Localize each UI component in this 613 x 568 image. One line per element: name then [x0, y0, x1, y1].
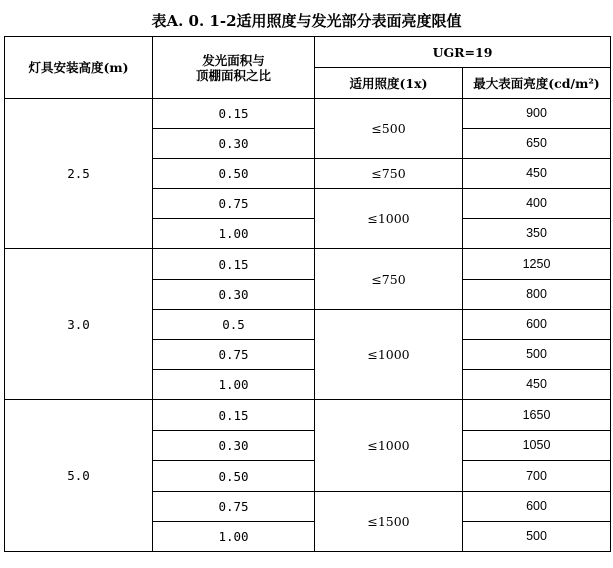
installation-height-cell: 3.0 [5, 249, 153, 400]
luminance-cell: 600 [463, 492, 611, 522]
area-ratio-cell: 0.30 [153, 280, 315, 310]
illuminance-cell: ≤750 [315, 249, 463, 310]
installation-height-cell: 5.0 [5, 400, 153, 552]
table-row [5, 400, 611, 431]
luminance-cell: 600 [463, 310, 611, 340]
illuminance-cell: ≤1500 [315, 492, 463, 552]
installation-height-cell: 2.5 [5, 99, 153, 249]
luminance-cell: 700 [463, 461, 611, 492]
illuminance-cell: ≤500 [315, 99, 463, 159]
table-row [5, 249, 611, 280]
header-luminance: 最大表面亮度(cd/m²) [463, 68, 611, 99]
area-ratio-cell: 0.50 [153, 159, 315, 189]
illuminance-luminance-table [4, 36, 611, 552]
area-ratio-cell: 0.30 [153, 129, 315, 159]
header-area-ratio-line1: 发光面积与 [202, 52, 265, 68]
illuminance-cell: ≤1000 [315, 400, 463, 492]
luminance-cell: 650 [463, 129, 611, 159]
area-ratio-cell: 0.15 [153, 249, 315, 280]
area-ratio-cell: 1.00 [153, 370, 315, 400]
header-illuminance: 适用照度(1x) [315, 68, 463, 99]
header-area-ratio [153, 37, 315, 99]
luminance-cell: 450 [463, 370, 611, 400]
luminance-cell: 800 [463, 280, 611, 310]
luminance-cell: 1250 [463, 249, 611, 280]
area-ratio-cell: 1.00 [153, 219, 315, 249]
illuminance-cell: ≤1000 [315, 189, 463, 249]
area-ratio-cell: 0.75 [153, 189, 315, 219]
area-ratio-cell: 0.75 [153, 492, 315, 522]
table-title: 表A. 0. 1-2适用照度与发光部分表面亮度限值 [151, 12, 462, 30]
area-ratio-cell: 1.00 [153, 522, 315, 552]
luminance-cell: 900 [463, 99, 611, 129]
area-ratio-cell: 0.15 [153, 400, 315, 431]
area-ratio-cell: 0.50 [153, 461, 315, 492]
luminance-cell: 1050 [463, 431, 611, 461]
luminance-cell: 400 [463, 189, 611, 219]
luminance-cell: 500 [463, 522, 611, 552]
illuminance-cell: ≤1000 [315, 310, 463, 400]
table-row [5, 99, 611, 129]
luminance-cell: 500 [463, 340, 611, 370]
luminance-cell: 350 [463, 219, 611, 249]
header-area-ratio-line2: 顶棚面积之比 [195, 67, 271, 83]
illuminance-cell: ≤750 [315, 159, 463, 189]
luminance-cell: 1650 [463, 400, 611, 431]
header-installation-height: 灯具安装高度(m) [5, 37, 153, 99]
area-ratio-cell: 0.30 [153, 431, 315, 461]
area-ratio-cell: 0.15 [153, 99, 315, 129]
area-ratio-cell: 0.75 [153, 340, 315, 370]
area-ratio-cell: 0.5 [153, 310, 315, 340]
header-ugr: UGR=19 [315, 37, 611, 68]
luminance-cell: 450 [463, 159, 611, 189]
